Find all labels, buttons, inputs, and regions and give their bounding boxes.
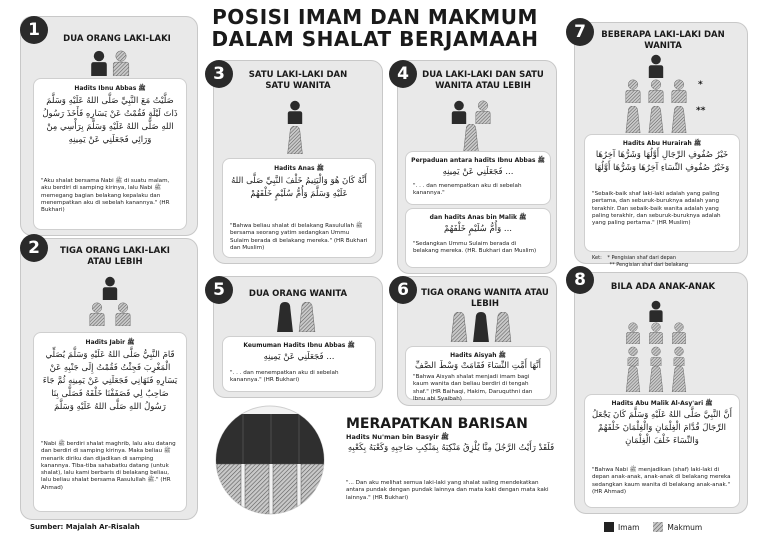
- merapatkan-hadith-heading: Hadits Nu'man bin Basyir ﷺ: [346, 433, 449, 441]
- woman-makmum-figure: [626, 106, 640, 133]
- makmum-figure: [626, 323, 639, 344]
- panel-4-hadith-card-1: [405, 151, 551, 205]
- child-makmum-figure: [628, 347, 638, 366]
- panel-7-figures: [620, 54, 692, 134]
- translation-text: "Sedangkan Ummu Sulaim berada di belakang mereka. (HR. Bukhari dan Muslim): [413, 241, 537, 255]
- makmum-figure: [649, 323, 662, 344]
- panel-3-title: SATU LAKI-LAKI DAN SATU WANITA: [248, 70, 348, 91]
- note-2-mark: **: [609, 261, 615, 268]
- arabic-text: ... فَجَعَلَنِي عَنْ يَمِينِهِ: [263, 352, 335, 362]
- panel-8-title: BILA ADA ANAK-ANAK: [610, 282, 716, 292]
- makmum-figure: [649, 80, 663, 103]
- panel-number-2: 2: [20, 234, 48, 262]
- hadith-heading: Keumuman Hadits Ibnu Abbas ﷺ: [243, 342, 355, 349]
- arabic-text: أَنَّهَا أَمَّتِ النِّسَاءَ فَقَامَتْ وَسْطَ الصَّفِّ: [415, 361, 541, 371]
- panel-2-hadith-card: [33, 332, 187, 512]
- page-title: [190, 6, 560, 50]
- imam-figure: [288, 101, 302, 124]
- woman-makmum-figure: [495, 312, 511, 342]
- woman-makmum-figure: [649, 106, 663, 133]
- translation-text: "Bahwa beliau shalat di belakang Rasulullah ﷺ bersama seorang yatim sedangkan Ummu Sulaim berada di belakang mereka." (HR Bukhari dan Muslim): [230, 223, 368, 251]
- panel-6-title: TIGA ORANG WANITA ATAU LEBIH: [421, 288, 549, 309]
- row-mark-front: *: [698, 80, 703, 90]
- woman-makmum-figure: [299, 302, 315, 332]
- panel-4-title: DUA LAKI-LAKI DAN SATU WANITA ATAU LEBIH: [422, 70, 544, 91]
- hadith-heading: Perpaduan antara hadits Ibnu Abbas ﷺ: [411, 157, 545, 164]
- imam-figure: [649, 301, 662, 322]
- hadith-heading: Hadits Jabir ﷺ: [85, 339, 135, 346]
- translation-text: ". . . dan menempatkan aku di sebelah kanannya." (HR Bukhari): [230, 370, 339, 384]
- translation-text: "Nabi ﷺ berdiri shalat maghrib, lalu aku datang dan berdiri di samping kirinya. Maka beliau ﷺ menarik diriku dan dijadikan di samping kanannya. Tiba-tiba sahabatku datang (untuk shalat), lalu kami berbaris di belakang beliau, lalu beliau shalat bersama Rasulullah ﷺ." (HR Ahmad): [41, 441, 176, 491]
- panel-5-hadith-card: [222, 336, 376, 392]
- legend-makmum-label: Makmum: [667, 522, 703, 532]
- panel-1-hadith-card: [33, 78, 187, 230]
- panel-7-title: BEBERAPA LAKI-LAKI DAN WANITA: [601, 30, 725, 51]
- hadith-heading: Hadits Ibnu Abbas ﷺ: [74, 85, 146, 92]
- panel-1-title: DUA ORANG LAKI-LAKI: [63, 34, 171, 44]
- panel-number-5: 5: [205, 276, 233, 304]
- note-1-mark: *: [607, 255, 610, 261]
- panel-number-4: 4: [389, 60, 417, 88]
- panel-8-figures: [618, 300, 694, 392]
- hadith-heading: Hadits Abu Malik Al-Asy'ari ﷺ: [611, 400, 713, 407]
- panel-1-figures: [88, 50, 136, 76]
- panel-5-figures: [274, 302, 320, 334]
- arabic-text: ... فَجَعَلَنِي عَنْ يَمِينِهِ: [442, 167, 514, 177]
- woman-makmum-figure: [672, 106, 686, 133]
- merapatkan-title: MERAPATKAN BARISAN: [346, 416, 528, 432]
- makmum-figure: [113, 51, 129, 76]
- panel-6-figures: [448, 312, 516, 344]
- panel-4-figures: [448, 100, 498, 152]
- panel-5-title: DUA ORANG WANITA: [248, 289, 348, 299]
- merapatkan-arabic: فَلَقَدْ رَأَيْتُ الرَّجُلَ مِنَّا يُلْزِقُ مَنْكِبَهُ بِمَنْكِبِ صَاحِبِهِ وَكَعْبَهُ بِكَعْبِهِ: [347, 443, 555, 453]
- woman-makmum-figure: [464, 124, 479, 152]
- imam-figure: [452, 101, 466, 124]
- woman-makmum-figure: [626, 366, 640, 392]
- imam-figure: [103, 277, 117, 300]
- panel-number-6: 6: [389, 276, 417, 304]
- panel-2-figures: [86, 276, 136, 328]
- hadith-heading: Hadits Abu Hurairah ﷺ: [622, 140, 702, 147]
- panel-3-hadith-card: [222, 158, 376, 258]
- translation-text: "Sebaik-baik shaf laki-laki adalah yang paling pertama, dan seburuk-buruknya adalah yang terakhir. Dan sebaik-baik wanita adalah yang paling terakhir, dan seburuk-buruknya adalah yang paling pertama." (HR Muslim): [592, 191, 721, 227]
- title-line-1: POSISI IMAM DAN MAKMUM: [212, 5, 538, 29]
- legend: [604, 522, 702, 532]
- note-1-text: Pengisian shaf dari depan: [611, 255, 677, 261]
- woman-makmum-figure: [649, 366, 663, 392]
- arabic-text: ... وَأُمُّ سُلَيْمٍ خَلْفَهُمْ: [443, 224, 513, 234]
- arabic-text: أَنَّ النَّبِيَّ صَلَّى اللهُ عَلَيْهِ وَسَلَّمَ كَانَ يَجْعَلُ الرِّجَالَ قُدَّامَ الْغِلْمَانِ وَالْغِلْمَانَ خَلْفَهُمْ وَالنِّسَاءَ خَلْفَ الْغِلْمَانِ: [591, 410, 733, 446]
- woman-makmum-figure: [288, 126, 303, 154]
- hadith-heading: Hadits Anas ﷺ: [274, 165, 324, 172]
- hadith-heading: dan hadits Anas bin Malik ﷺ: [429, 214, 527, 221]
- translation-text: "Bahwa Nabi ﷺ menjadikan (shaf) laki-laki di depan anak-anak, anak-anak di belakang mereka sedangkan kaum wanita di belakang anak-anak." (HR Ahmad): [592, 467, 731, 495]
- panel-number-8: 8: [566, 266, 594, 294]
- panel-6-hadith-card: [405, 346, 551, 400]
- arabic-text: أَنَّهُ كَانَ هُوَ وَالْيَتِيمُ خَلْفَ النَّبِيِّ صَلَّى اللهُ عَلَيْهِ وَسَلَّمَ وَأُمُّ سُلَيْمٍ خَلْفَهُمْ: [231, 176, 367, 199]
- source-credit: Sumber: Majalah Ar-Risalah: [30, 523, 140, 531]
- standing-row-illustration: [205, 404, 335, 516]
- arabic-text: قَامَ النَّبِيُّ صَلَّى اللهُ عَلَيْهِ وَسَلَّمَ يُصَلِّي الْمَغْرِبَ فَجِئْتُ فَقُمْتُ إِلَى جَنْبِهِ عَنْ يَسَارِهِ فَنَهَانِي فَجَعَلَنِي عَنْ يَمِينِهِ ثُمَّ جَاءَ صَاحِبٌ لِي فَصَفَفْنَا خَلْفَهُ فَصَلَّى بِنَا رَسُولُ اللهِ صَلَّى اللهُ عَلَيْهِ وَسَلَّمَ: [42, 350, 178, 412]
- panel-number-3: 3: [205, 60, 233, 88]
- imam-figure: [91, 51, 107, 76]
- legend-imam-label: Imam: [618, 522, 640, 532]
- makmum-figure: [672, 80, 686, 103]
- hadith-heading: Hadits Aisyah ﷺ: [450, 352, 506, 359]
- note-2-text: Pengisian shaf dari belakang: [616, 261, 689, 268]
- makmum-figure: [672, 323, 685, 344]
- makmum-figure: [626, 80, 640, 103]
- row-mark-back: **: [696, 106, 706, 116]
- panel-3-figures: [284, 100, 306, 156]
- child-makmum-figure: [674, 347, 684, 366]
- makmum-figure: [90, 303, 104, 326]
- legend-notes: [592, 255, 688, 268]
- panel-4-hadith-card-2: [405, 208, 551, 268]
- makmum-figure: [476, 101, 490, 124]
- panel-number-7: 7: [566, 18, 594, 46]
- imam-figure: [277, 302, 293, 332]
- merapatkan-translation: "... Dan aku melihat semua laki-laki yang shalat saling mendekatkan antara pundak dengan pundak lainnya dan mata kaki dengan mata kaki lainnya." (HR Bukhari): [346, 480, 549, 501]
- panel-7-hadith-card: [584, 134, 740, 252]
- translation-text: ". . . dan menempatkan aku di sebelah kanannya.": [413, 183, 522, 197]
- imam-figure: [649, 55, 663, 78]
- woman-makmum-figure: [672, 366, 686, 392]
- panel-8-hadith-card: [584, 394, 740, 508]
- translation-text: "Aku shalat bersama Nabi ﷺ di suatu malam, aku berdiri di samping kirinya, lalu Nabi ﷺ memegang bagian belakang kepalaku dan menempatkan aku di sebelah kanannya." (HR Bukhari): [41, 178, 170, 214]
- legend-notes-label: Ket:: [592, 255, 602, 261]
- child-makmum-figure: [651, 347, 661, 366]
- panel-number-1: 1: [20, 16, 48, 44]
- translation-text: "Bahwa Aisyah shalat menjadi imam bagi kaum wanita dan beliau berdiri di tengah shaf." (HR Baihaqi, Hakim, Daruquthni dan Ibnu abi Syaibah): [413, 374, 533, 402]
- arabic-text: صَلَّيْتُ مَعَ النَّبِيِّ صَلَّى اللهُ عَلَيْهِ وَسَلَّمَ ذَاتَ لَيْلَةٍ فَقُمْتُ عَنْ يَسَارِهِ فَأَخَذَ رَسُولُ اللهِ صَلَّى اللهُ عَلَيْهِ وَسَلَّمَ بِرَأْسِي مِنْ وَرَائِي فَجَعَلَنِي عَنْ يَمِينِهِ: [42, 96, 178, 145]
- arabic-text: خَيْرُ صُفُوفِ الرِّجَالِ أَوَّلُهَا وَشَرُّهَا آخِرُهَا وَخَيْرُ صُفُوفِ النِّسَاءِ آخِرُهَا وَشَرُّهَا أَوَّلُهَا: [594, 150, 730, 173]
- woman-makmum-figure: [451, 312, 467, 342]
- legend-imam-swatch: [604, 522, 614, 532]
- imam-figure: [473, 312, 489, 342]
- panel-2-title: TIGA ORANG LAKI-LAKI ATAU LEBIH: [60, 246, 170, 267]
- title-line-2: DALAM SHALAT BERJAMAAH: [211, 27, 539, 51]
- makmum-figure: [116, 303, 130, 326]
- legend-makmum-swatch: [653, 522, 663, 532]
